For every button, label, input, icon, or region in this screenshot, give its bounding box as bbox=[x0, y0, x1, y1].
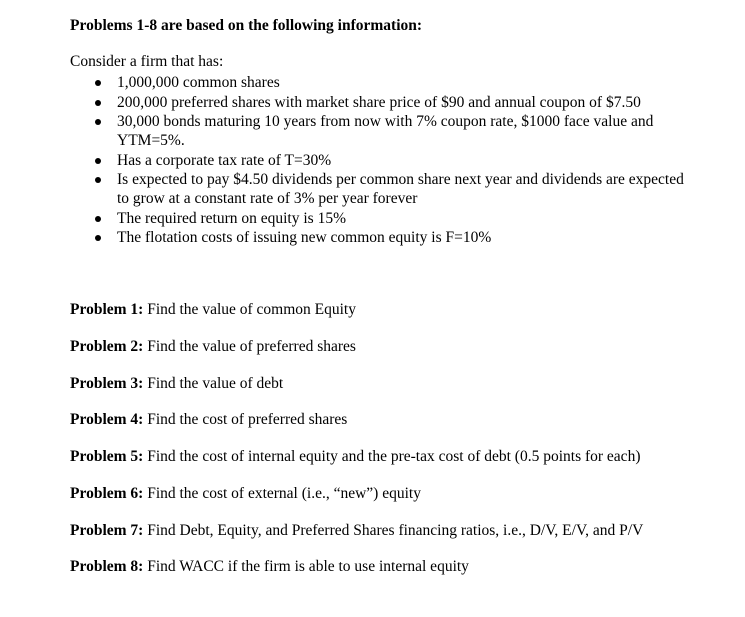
list-item: 1,000,000 common shares bbox=[70, 73, 690, 92]
list-item: The flotation costs of issuing new common equity is F=10% bbox=[70, 228, 690, 247]
problem-6 bbox=[70, 485, 421, 503]
problem-label: Problem 3: bbox=[70, 375, 144, 392]
problem-1 bbox=[70, 301, 356, 319]
problem-8 bbox=[70, 558, 469, 576]
problem-text: Find WACC if the firm is able to use internal equity bbox=[143, 558, 469, 575]
problem-label: Problem 2: bbox=[70, 338, 144, 355]
info-list bbox=[70, 73, 690, 248]
section-title: Problems 1-8 are based on the following information: bbox=[70, 17, 423, 34]
problem-label: Problem 5: bbox=[70, 448, 144, 465]
problem-label: Problem 4: bbox=[70, 411, 144, 428]
problem-7 bbox=[70, 522, 643, 540]
list-item: Is expected to pay $4.50 dividends per common share next year and dividends are expected to grow at a constant rate of 3% per year forever bbox=[70, 170, 690, 208]
problem-text: Find the cost of external (i.e., “new”) equity bbox=[143, 485, 421, 502]
problem-3 bbox=[70, 375, 283, 393]
list-item: Has a corporate tax rate of T=30% bbox=[70, 151, 690, 170]
problem-label: Problem 8: bbox=[70, 558, 144, 575]
problem-text: Find the value of common Equity bbox=[143, 301, 356, 318]
problem-label: Problem 6: bbox=[70, 485, 144, 502]
problem-text: Find the value of debt bbox=[143, 375, 284, 392]
problem-4 bbox=[70, 411, 347, 429]
problem-text: Find Debt, Equity, and Preferred Shares financing ratios, i.e., D/V, E/V, and P/V bbox=[143, 522, 644, 539]
list-item: 200,000 preferred shares with market share price of $90 and annual coupon of $7.50 bbox=[70, 93, 690, 112]
problem-text: Find the cost of preferred shares bbox=[143, 411, 348, 428]
intro-text: Consider a firm that has: bbox=[70, 53, 224, 70]
problem-label: Problem 7: bbox=[70, 522, 144, 539]
problem-text: Find the cost of internal equity and the pre-tax cost of debt (0.5 points for each) bbox=[143, 448, 641, 465]
problem-text: Find the value of preferred shares bbox=[143, 338, 356, 355]
problem-2 bbox=[70, 338, 356, 356]
list-item: The required return on equity is 15% bbox=[70, 209, 690, 228]
list-item: 30,000 bonds maturing 10 years from now with 7% coupon rate, $1000 face value and YTM=5%. bbox=[70, 112, 690, 150]
problem-5 bbox=[70, 448, 640, 466]
problem-label: Problem 1: bbox=[70, 301, 144, 318]
